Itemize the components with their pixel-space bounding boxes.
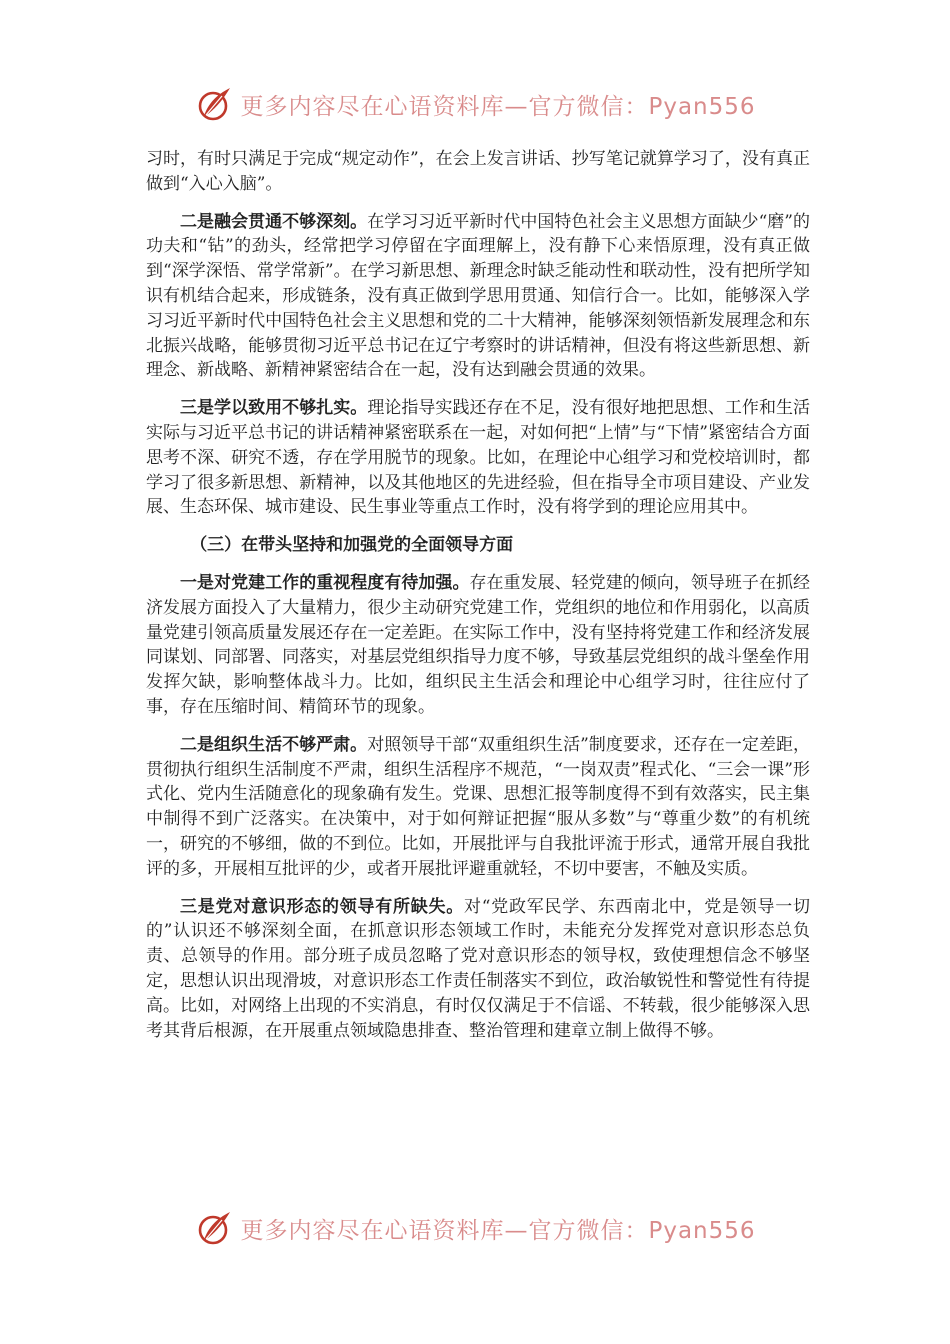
watermark-text: 更多内容尽在心语资料库—官方微信：Pyan556 (240, 1217, 756, 1244)
paragraph (146, 733, 810, 882)
header-watermark (0, 84, 950, 124)
paragraph (146, 571, 810, 720)
paragraph (146, 396, 810, 520)
watermark-text: 更多内容尽在心语资料库—官方微信：Pyan556 (240, 93, 756, 120)
paragraph-lead: 一是对党建工作的重视程度有待加强。 (180, 572, 470, 593)
paragraph-text: 存在重发展、轻党建的倾向，领导班子在抓经济发展方面投入了大量精力，很少主动研究党建工作，党组织的地位和作用弱化，以高质量党建引领高质量发展还存在一定差距。在实际工作中，没有坚持将党建工作和经济发展同谋划、同部署、同落实，对基层党组织指导力度不够，导致基层党组织的战斗堡垒作用发挥欠缺，影响整体战斗力。比如，组织民主生活会和理论中心组学习时，往往应付了事，存在压缩时间、精简环节的现象。 (146, 572, 811, 717)
paragraph (146, 210, 810, 384)
quill-logo-icon (194, 84, 234, 124)
paragraph-lead: 三是党对意识形态的领导有所缺失。 (180, 896, 465, 917)
paragraph-lead: 二是融会贯通不够深刻。 (180, 211, 368, 232)
paragraph-text: 理论指导实践还存在不足，没有很好地把思想、工作和生活实际与习近平总书记的讲话精神紧密联系在一起，对如何把“上情”与“下情”紧密结合方面思考不深、研究不透，存在学用脱节的现象。比如，在理论中心组学习和党校培训时，都学习了很多新思想、新精神，以及其他地区的先进经验，但在指导全市项目建设、产业发展、生态环保、城市建设、民生事业等重点工作时，没有将学到的理论应用其中。 (146, 398, 811, 518)
paragraph (146, 147, 810, 197)
document-body (146, 147, 810, 1056)
section-heading: （三）在带头坚持和加强党的全面领导方面 (190, 535, 514, 556)
paragraph-text: 对照领导干部“双重组织生活”制度要求，还存在一定差距，贯彻执行组织生活制度不严肃，组织生活程序不规范，“一岗双责”程式化、“三会一课”形式化、党内生活随意化的现象确有发生。党课、思想汇报等制度得不到有效落实，民主集中制得不到广泛落实。在决策中，对于如何辩证把握“服从多数”与“尊重少数”的有机统一，研究的不够细，做的不到位。比如，开展批评与自我批评流于形式，通常开展自我批评的多，开展相互批评的少，或者开展批评避重就轻，不切中要害，不触及实质。 (146, 734, 810, 879)
paragraph-text: 对“党政军民学、东西南北中，党是领导一切的”认识还不够深刻全面，在抓意识形态领域工作时，未能充分发挥党对意识形态总负责、总领导的作用。部分班子成员忽略了党对意识形态的领导权，致使理想信念不够坚定，思想认识出现滑坡，对意识形态工作责任制落实不到位，政治敏锐性和警觉性有待提高。比如，对网络上出现的不实消息，有时仅仅满足于不信谣、不转载，很少能够深入思考其背后根源，在开展重点领域隐患排查、整治管理和建章立制上做得不够。 (146, 896, 810, 1041)
paragraph-text: 在学习习近平新时代中国特色社会主义思想方面缺少“磨”的功夫和“钻”的劲头，经常把学习停留在字面理解上，没有静下心来悟原理，没有真正做到“深学深悟、常学常新”。在学习新思想、新理念时缺乏能动性和联动性，没有把所学知识有机结合起来，形成链条，没有真正做到学思用贯通、知信行合一。比如，能够深入学习习近平新时代中国特色社会主义思想和党的二十大精神，能够深刻领悟新发展理念和东北振兴战略，能够贯彻习近平总书记在辽宁考察时的讲话精神，但没有将这些新思想、新理念、新战略、新精神紧密结合在一起，没有达到融会贯通的效果。 (146, 211, 810, 381)
footer-watermark (0, 1208, 950, 1248)
paragraph-text: 习时，有时只满足于完成“规定动作”，在会上发言讲话、抄写笔记就算学习了，没有真正做到“入心入脑”。 (146, 149, 810, 194)
paragraph (146, 895, 810, 1044)
quill-logo-icon (194, 1208, 234, 1248)
paragraph-lead: 三是学以致用不够扎实。 (180, 398, 368, 419)
paragraph-lead: 二是组织生活不够严肃。 (180, 734, 368, 755)
